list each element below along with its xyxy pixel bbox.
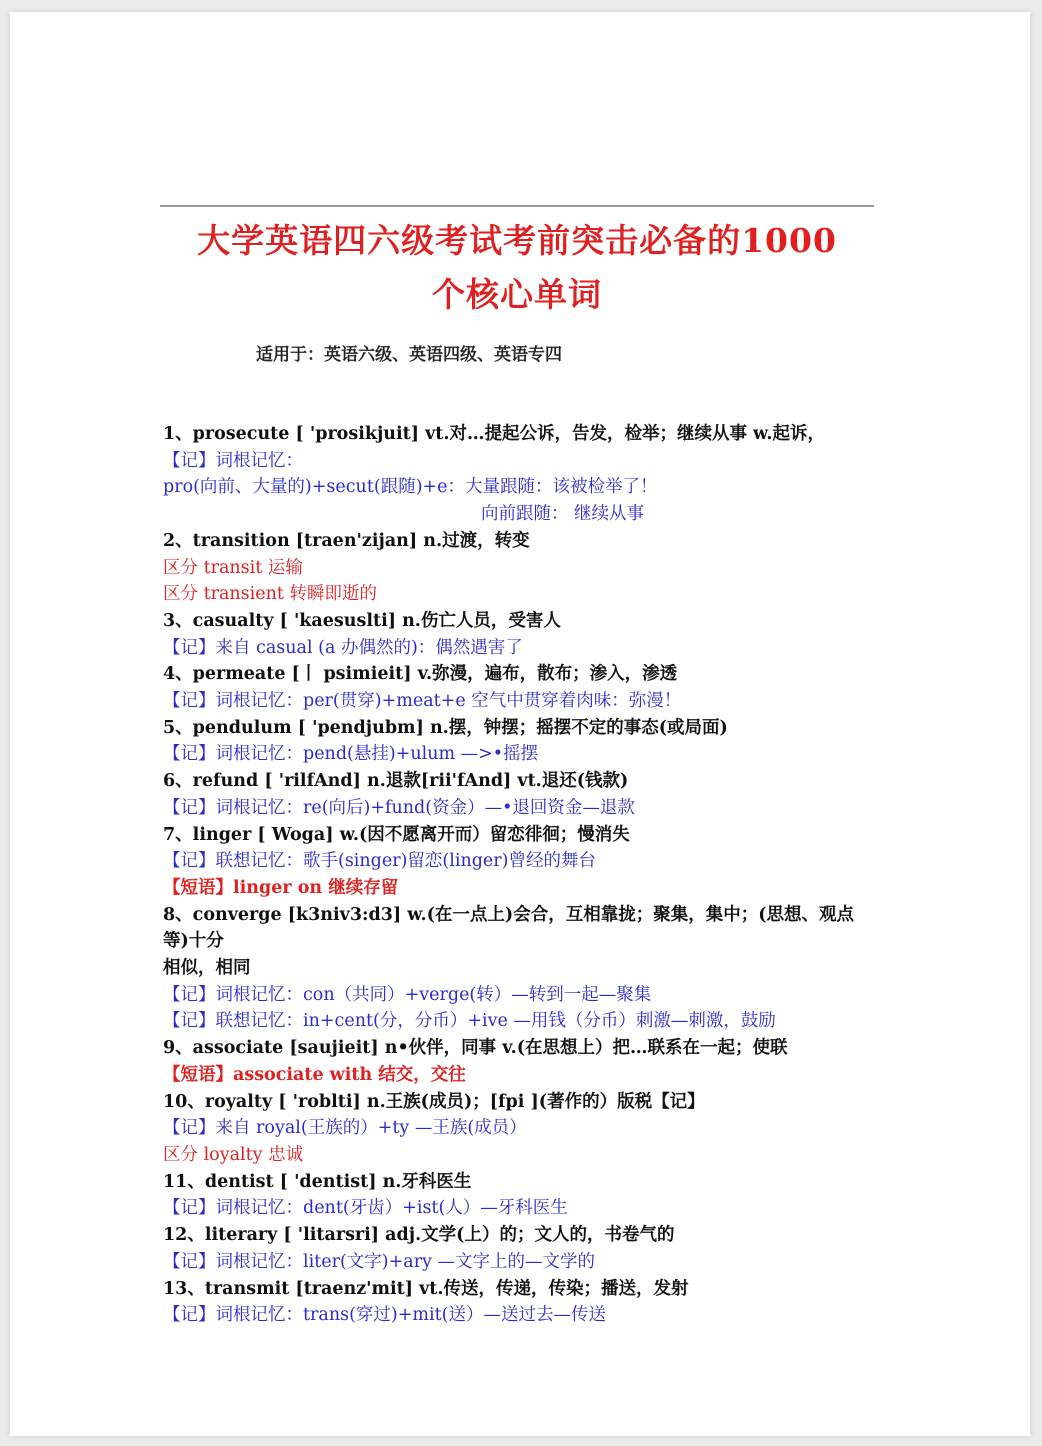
entry-headword-line: 7、linger [ Woga] w.(因不愿离开而）留恋徘徊；慢消失 bbox=[163, 824, 630, 845]
memory-note-line: 向前跟随： 继续从事 bbox=[481, 504, 645, 525]
document-page bbox=[10, 12, 1030, 1436]
title-line-1: 大学英语四六级考试考前突击必备的1000 bbox=[197, 221, 837, 260]
entry-headword-line: 5、pendulum [ 'pendjubm] n.摆，钟摆；摇摆不定的事态(或局面) bbox=[163, 717, 728, 738]
entry-headword-line: 12、literary [ 'litarsri] adj.文学(上）的；文人的，书卷气的 bbox=[163, 1225, 675, 1246]
entry-headword-line: 4、permeate [丨 psimieit] v.弥漫，遍布，散布；渗入，渗透 bbox=[163, 664, 678, 685]
memory-note-line: 【记】词根记忆： bbox=[163, 450, 303, 471]
memory-note-line: 【记】词根记忆：pend(悬挂)+ulum —>•摇摆 bbox=[163, 744, 539, 765]
entry-headword-line: 11、dentist [ 'dentist] n.牙科医生 bbox=[163, 1171, 472, 1192]
memory-note-line: 【记】词根记忆：trans(穿过)+mit(送）—送过去—传送 bbox=[163, 1305, 606, 1326]
phrase-note-line: 【短语】associate with 结交，交往 bbox=[163, 1064, 466, 1085]
page-title bbox=[160, 214, 874, 322]
memory-note-line: 【记】来自 royal(王族的）+ty —王族(成员） bbox=[163, 1118, 527, 1139]
memory-note-line: 【记】词根记忆：re(向后)+fund(资金）—•退回资金—退款 bbox=[163, 797, 635, 818]
memory-note-line: 【记】联想记忆：in+cent(分，分币）+ive —用钱（分币）刺激—刺激，鼓励 bbox=[163, 1011, 776, 1032]
memory-note-line: 【记】词根记忆：per(贯穿)+meat+e 空气中贯穿着肉味：弥漫！ bbox=[163, 691, 682, 712]
subtitle: 适用于：英语六级、英语四级、英语专四 bbox=[256, 345, 562, 365]
entry-headword-line: 3、casualty [ 'kaesuslti] n.伤亡人员，受害人 bbox=[163, 610, 561, 631]
memory-note-line: 【记】来自 casual (a 办偶然的)：偶然遇害了 bbox=[163, 637, 523, 658]
phrase-note-line: 【短语】linger on 继续存留 bbox=[163, 877, 399, 898]
entry-headword-line: 1、prosecute [ 'prosikjuit] vt.对…提起公诉，告发，检举；继续从事 w.起诉， bbox=[163, 424, 825, 444]
distinguish-note-line: 区分 transient 转瞬即逝的 bbox=[163, 584, 377, 605]
entry-headword-line: 8、converge [k3niv3:d3] w.(在一点上)会合，互相靠拢；聚集，集中；(思想、观点等)十分 bbox=[163, 904, 854, 952]
memory-note-line: 【记】联想记忆：歌手(singer)留恋(linger)曾经的舞台 bbox=[163, 851, 596, 872]
distinguish-note-line: 区分 loyalty 忠诚 bbox=[163, 1144, 304, 1165]
title-line-2: 个核心单词 bbox=[432, 275, 602, 314]
header-rule bbox=[160, 205, 874, 207]
memory-note-line: 【记】词根记忆：liter(文字)+ary —文字上的—文学的 bbox=[163, 1251, 596, 1272]
word-entries bbox=[163, 421, 879, 1329]
distinguish-note-line: 区分 transit 运输 bbox=[163, 557, 303, 578]
entry-headword-line: 相似，相同 bbox=[163, 958, 251, 979]
entry-headword-line: 6、refund [ 'rilfAnd] n.退款[rii'fAnd] vt.退还(钱款) bbox=[163, 771, 629, 792]
memory-note-line: 【记】词根记忆：dent(牙齿）+ist(人）—牙科医生 bbox=[163, 1198, 568, 1219]
memory-note-line: 【记】词根记忆：con（共同）+verge(转）—转到一起—聚集 bbox=[163, 984, 652, 1005]
memory-note-line: pro(向前、大量的)+secut(跟随)+e：大量跟随：该被检举了！ bbox=[163, 477, 658, 498]
entry-headword-line: 2、transition [traen'zijan] n.过渡，转变 bbox=[163, 530, 530, 551]
entry-headword-line: 10、royalty [ 'roblti] n.王族(成员)；[fpi ](著作的）版税【记】 bbox=[163, 1091, 705, 1112]
entry-headword-line: 13、transmit [traenz'mit] vt.传送，传递，传染；播送，发射 bbox=[163, 1278, 689, 1299]
entry-headword-line: 9、associate [saujieit] n•伙伴，同事 v.(在思想上）把…联系在一起；使联 bbox=[163, 1038, 788, 1059]
